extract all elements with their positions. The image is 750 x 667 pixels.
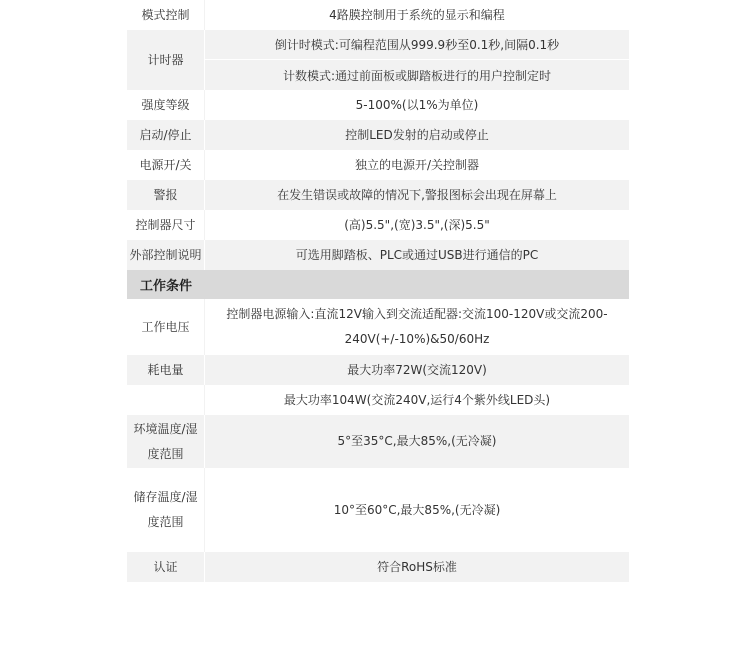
- row-label: 警报: [127, 180, 205, 210]
- row-value: 在发生错误或故障的情况下,警报图标会出现在屏幕上: [277, 187, 557, 202]
- row-value: 控制LED发射的启动或停止: [345, 127, 489, 142]
- row-label: 电源开/关: [127, 150, 205, 180]
- row-value: 倒计时模式:可编程范围从999.9秒至0.1秒,间隔0.1秒: [205, 30, 629, 60]
- table-row: [127, 415, 629, 468]
- table-row: [127, 210, 629, 240]
- table-row: [127, 120, 629, 150]
- row-label: 认证: [127, 552, 205, 582]
- row-label: 模式控制: [127, 0, 205, 30]
- table-row: [127, 552, 629, 582]
- row-value: 控制器电源输入:直流12V输入到交流适配器:交流100-120V或交流200-240V(+/-10%)&50/60Hz: [226, 307, 608, 346]
- row-value: 10°至60°C,最大85%,(无冷凝): [333, 502, 501, 517]
- table-row: [127, 0, 629, 30]
- row-value: 4路膜控制用于系统的显示和编程: [329, 7, 505, 22]
- table-row: [127, 30, 629, 90]
- row-value: 计数模式:通过前面板或脚踏板进行的用户控制定时: [282, 68, 552, 83]
- table-row: [127, 90, 629, 120]
- table-row: [127, 240, 629, 270]
- table-row: [127, 150, 629, 180]
- row-label: 计时器: [127, 30, 205, 90]
- row-label: [127, 385, 205, 415]
- row-label: 工作电压: [127, 299, 205, 355]
- row-label: 启动/停止: [127, 120, 205, 150]
- table-row: [127, 299, 629, 355]
- row-label: 环境温度/湿度范围: [127, 415, 205, 468]
- row-label: 强度等级: [127, 90, 205, 120]
- table-row: [127, 180, 629, 210]
- row-label: 耗电量: [127, 355, 205, 385]
- row-label: 储存温度/湿度范围: [127, 468, 205, 552]
- row-value: 5°至35°C,最大85%,(无冷凝): [337, 434, 497, 448]
- row-label: 外部控制说明: [127, 240, 205, 270]
- row-values: [205, 30, 629, 90]
- row-value: 符合RoHS标准: [377, 559, 457, 574]
- table-row: [127, 468, 629, 552]
- row-value: (高)5.5",(宽)3.5",(深)5.5": [344, 217, 490, 232]
- row-value: 5-100%(以1%为单位): [355, 97, 479, 112]
- table-row: [127, 355, 629, 385]
- row-value: 最大功率72W(交流120V): [347, 362, 487, 377]
- row-value: 最大功率104W(交流240V,运行4个紫外线LED头): [283, 392, 551, 407]
- row-value: 可选用脚踏板、PLC或通过USB进行通信的PC: [295, 247, 539, 262]
- row-value: 独立的电源开/关控制器: [354, 157, 480, 172]
- section-header: 工作条件: [127, 270, 629, 299]
- table-row: [127, 385, 629, 415]
- spec-table: [127, 0, 629, 582]
- row-label: 控制器尺寸: [127, 210, 205, 240]
